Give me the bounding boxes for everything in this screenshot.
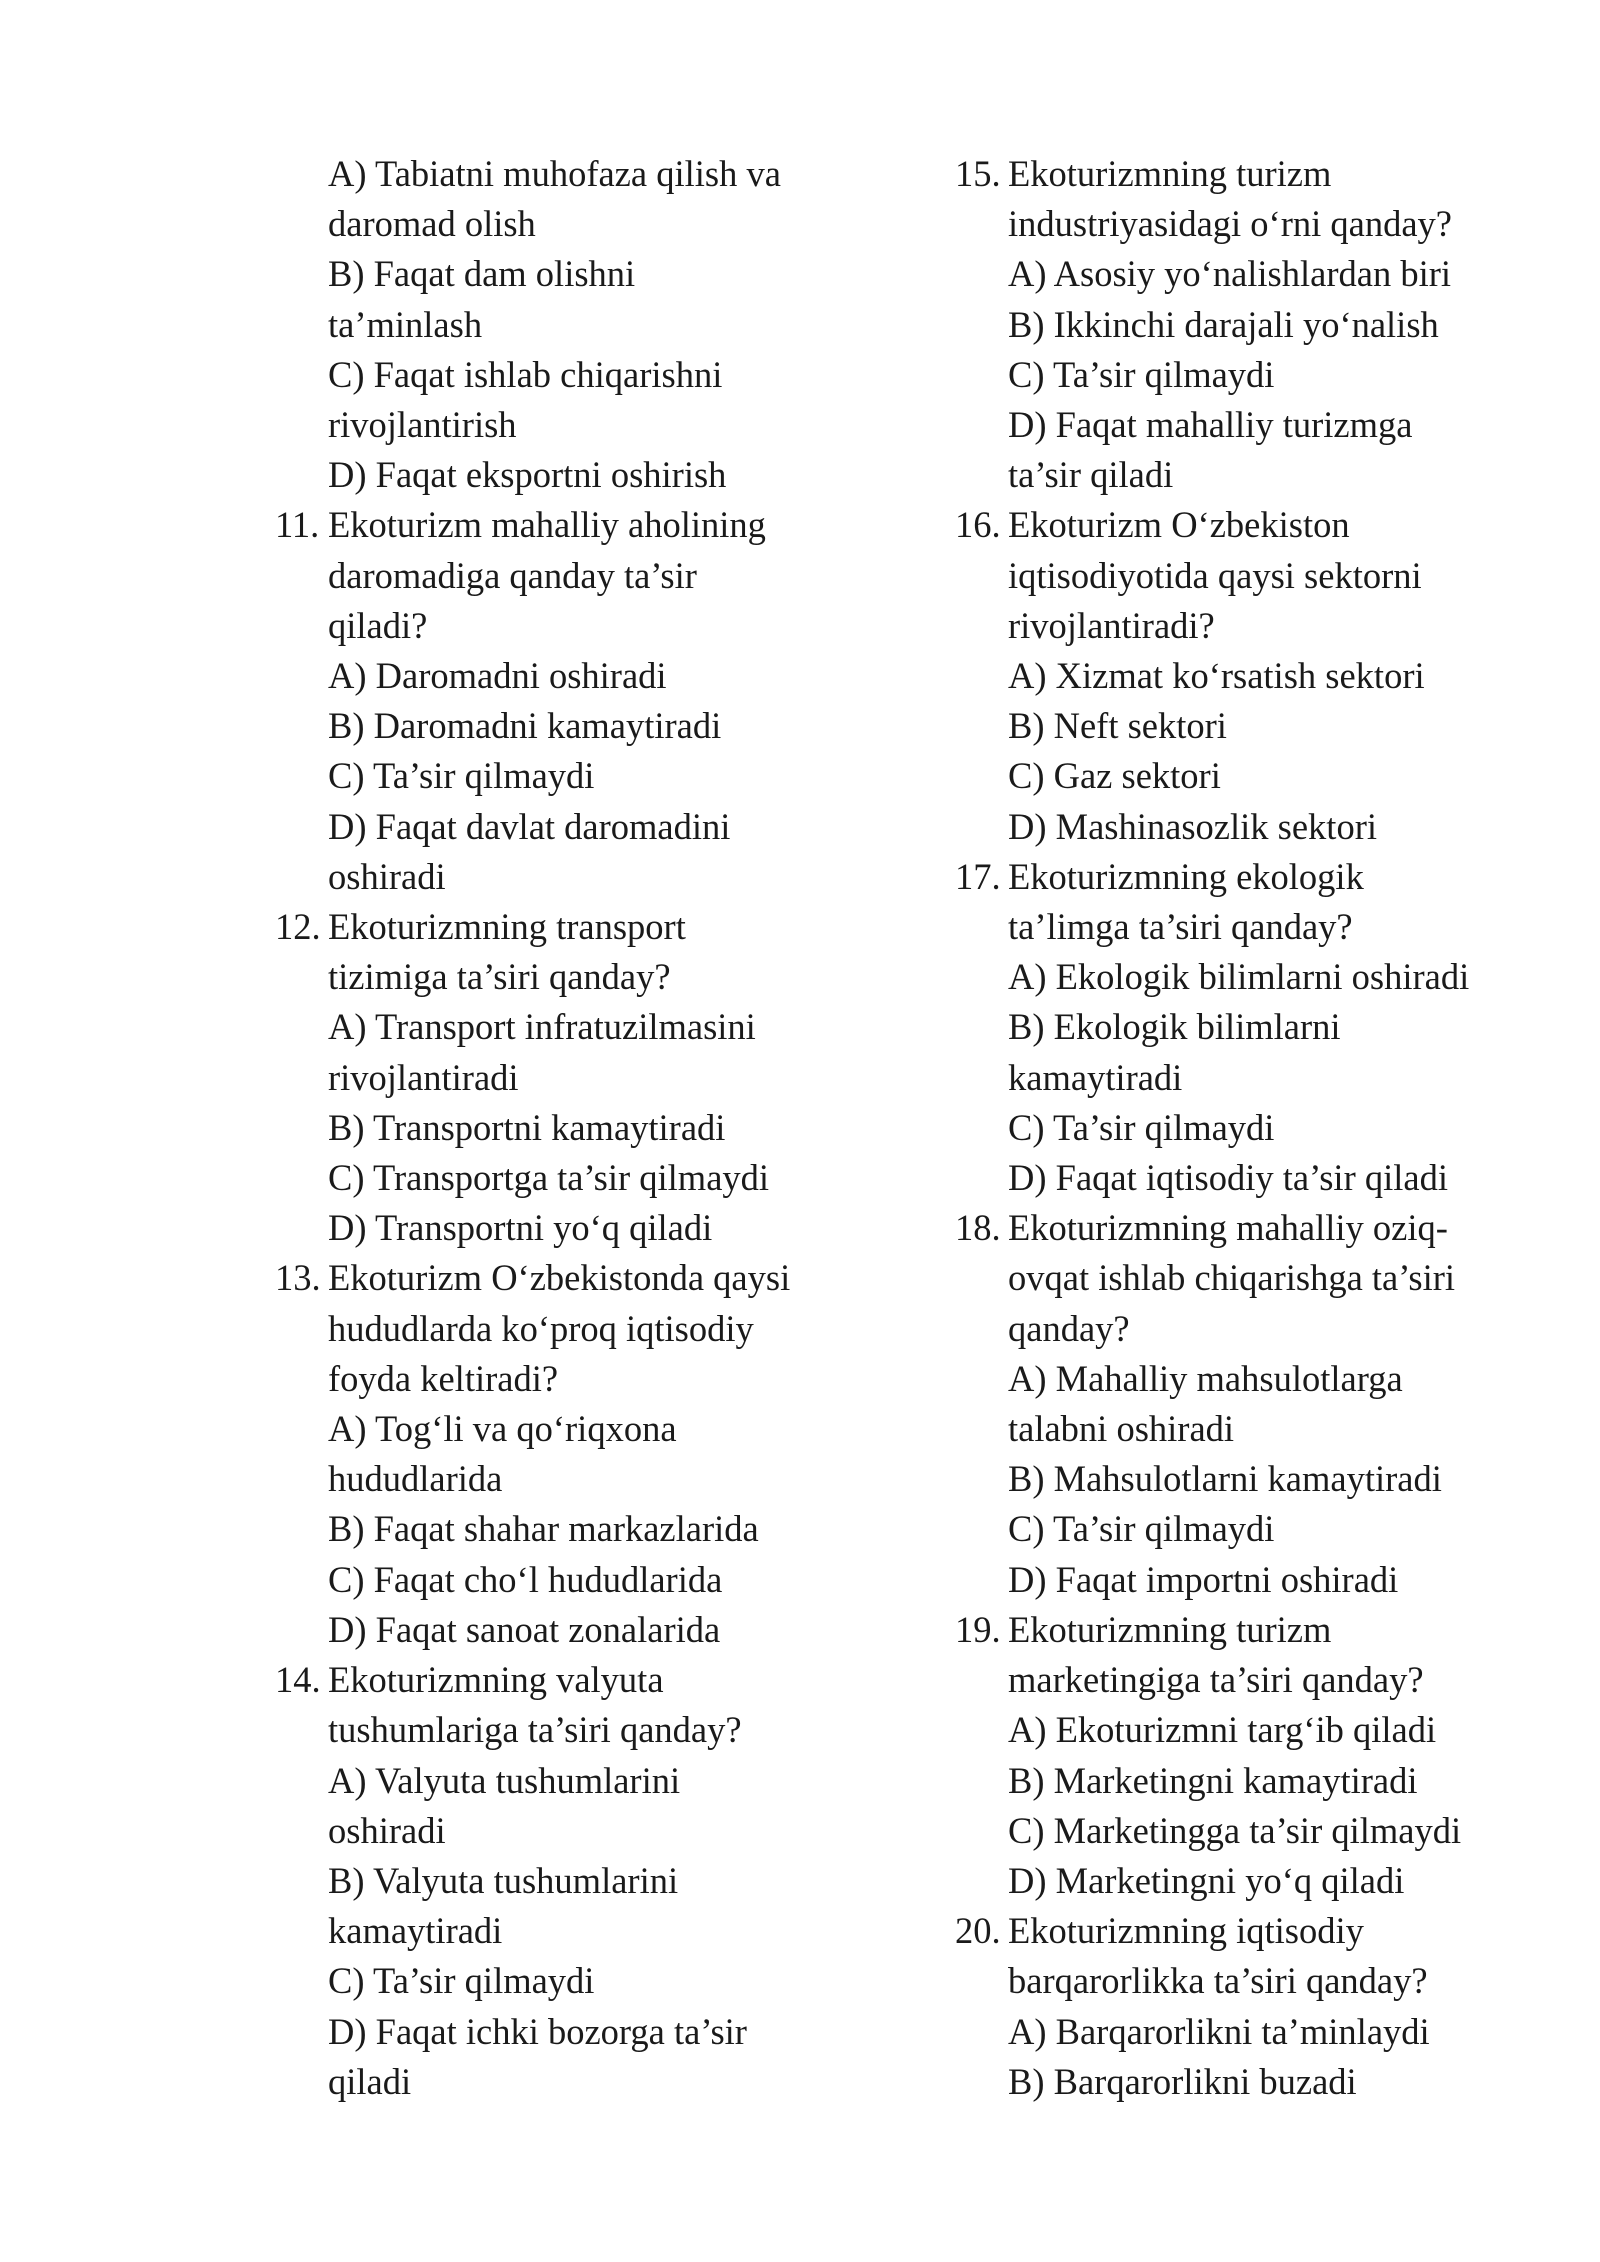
option-line: C) Faqat ishlab chiqarishni <box>328 353 723 395</box>
question-10-option-a <box>275 149 835 249</box>
option-line: ta’sir qiladi <box>1008 454 1174 496</box>
question-stem <box>955 500 1515 651</box>
option-line: oshiradi <box>328 1809 446 1851</box>
question-20 <box>955 1906 1515 2107</box>
option-line: kamaytiradi <box>328 1910 503 1952</box>
question-text-line: Ekoturizmning transport <box>328 906 686 948</box>
option-line: C) Gaz sektori <box>1008 755 1221 797</box>
question-20-option-b <box>955 2057 1515 2107</box>
question-number: 12. <box>275 906 321 948</box>
question-17-option-a <box>955 952 1515 1002</box>
question-text-line: Ekoturizmning valyuta <box>328 1659 664 1701</box>
question-10-option-b <box>275 249 835 349</box>
question-number: 19. <box>955 1608 1001 1650</box>
question-text-line: foyda keltiradi? <box>328 1357 559 1399</box>
option-line: D) Faqat importni oshiradi <box>1008 1558 1399 1600</box>
option-line: D) Faqat davlat daromadini <box>328 805 731 847</box>
question-number: 14. <box>275 1659 321 1701</box>
question-text-line: Ekoturizmning turizm <box>1008 153 1332 194</box>
question-14 <box>275 1655 835 2107</box>
question-10-option-c <box>275 350 835 450</box>
question-14-option-c <box>275 1956 835 2006</box>
option-line: A) Valyuta tushumlarini <box>328 1759 681 1801</box>
question-number: 20. <box>955 1910 1001 1952</box>
question-number: 15. <box>955 153 1001 194</box>
question-11-option-b <box>275 701 835 751</box>
question-12-option-d <box>275 1203 835 1253</box>
question-stem <box>955 1203 1515 1354</box>
option-line: rivojlantiradi <box>328 1056 519 1098</box>
option-line: A) Tog‘li va qo‘riqxona <box>328 1408 677 1450</box>
question-17-option-c <box>955 1103 1515 1153</box>
question-text <box>328 500 835 651</box>
option-line: daromad olish <box>328 203 536 245</box>
question-text <box>328 1253 835 1404</box>
question-text-line: tizimiga ta’siri qanday? <box>328 956 671 998</box>
question-18-option-a <box>955 1354 1515 1454</box>
option-line: B) Ikkinchi darajali yo‘nalish <box>1008 303 1439 345</box>
question-15-option-a <box>955 249 1515 299</box>
option-line: A) Ekologik bilimlarni oshiradi <box>1008 956 1470 998</box>
option-line: D) Faqat mahalliy turizmga <box>1008 404 1413 446</box>
question-12-option-c <box>275 1153 835 1203</box>
question-text <box>328 1655 835 1755</box>
option-line: D) Faqat sanoat zonalarida <box>328 1608 721 1650</box>
question-text-line: Ekoturizmning turizm <box>1008 1608 1332 1650</box>
option-line: C) Ta’sir qilmaydi <box>1008 1106 1275 1148</box>
option-line: A) Xizmat ko‘rsatish sektori <box>1008 655 1425 697</box>
question-text <box>1008 1906 1515 2006</box>
question-13-option-a <box>275 1404 835 1504</box>
question-17 <box>955 852 1515 1203</box>
question-text <box>1008 149 1515 249</box>
question-stem <box>275 500 835 651</box>
question-11 <box>275 500 835 902</box>
option-line: B) Marketingni kamaytiradi <box>1008 1759 1418 1801</box>
option-line: A) Transport infratuzilmasini <box>328 1006 756 1048</box>
question-16-option-c <box>955 751 1515 801</box>
option-line: B) Transportni kamaytiradi <box>328 1106 726 1148</box>
question-text-line: qiladi? <box>328 604 428 646</box>
question-19-option-c <box>955 1806 1515 1856</box>
question-text <box>1008 852 1515 952</box>
question-18-option-d <box>955 1555 1515 1605</box>
question-number: 13. <box>275 1257 321 1299</box>
question-number: 16. <box>955 504 1001 546</box>
question-15-option-b <box>955 300 1515 350</box>
question-14-option-a <box>275 1756 835 1856</box>
question-text-line: Ekoturizm mahalliy aholining <box>328 504 766 546</box>
question-stem <box>955 1605 1515 1705</box>
question-stem <box>275 1253 835 1404</box>
option-line: A) Tabiatni muhofaza qilish va <box>328 153 781 194</box>
question-13-option-c <box>275 1555 835 1605</box>
option-line: oshiradi <box>328 855 446 897</box>
question-16-option-b <box>955 701 1515 751</box>
option-line: D) Faqat ichki bozorga ta’sir <box>328 2010 747 2052</box>
left-column <box>275 149 835 2107</box>
option-line: A) Daromadni oshiradi <box>328 655 667 697</box>
option-line: A) Asosiy yo‘nalishlardan biri <box>1008 253 1452 295</box>
question-text <box>1008 1605 1515 1705</box>
question-text-line: ovqat ishlab chiqarishga ta’siri <box>1008 1257 1456 1299</box>
option-line: qiladi <box>328 2060 412 2102</box>
question-text-line: Ekoturizm O‘zbekistonda qaysi <box>328 1257 791 1299</box>
question-text-line: Ekoturizm O‘zbekiston <box>1008 504 1350 546</box>
question-text-line: tushumlariga ta’siri qanday? <box>328 1709 742 1751</box>
question-15-option-c <box>955 350 1515 400</box>
option-line: D) Faqat eksportni oshirish <box>328 454 727 496</box>
question-19-option-a <box>955 1705 1515 1755</box>
option-line: B) Ekologik bilimlarni <box>1008 1006 1341 1048</box>
question-text-line: qanday? <box>1008 1307 1130 1349</box>
option-line: B) Faqat shahar markazlarida <box>328 1508 759 1550</box>
question-12-option-b <box>275 1103 835 1153</box>
option-line: ta’minlash <box>328 303 483 345</box>
question-11-option-c <box>275 751 835 801</box>
option-line: talabni oshiradi <box>1008 1408 1235 1450</box>
question-number: 11. <box>275 504 320 546</box>
question-stem <box>275 902 835 1002</box>
question-text <box>1008 1203 1515 1354</box>
question-13 <box>275 1253 835 1655</box>
option-line: B) Daromadni kamaytiradi <box>328 705 722 747</box>
question-19 <box>955 1605 1515 1906</box>
question-19-option-b <box>955 1756 1515 1806</box>
question-10-option-d <box>275 450 835 500</box>
option-line: D) Transportni yo‘q qiladi <box>328 1207 713 1249</box>
question-stem <box>275 1655 835 1755</box>
option-line: C) Marketingga ta’sir qilmaydi <box>1008 1809 1462 1851</box>
question-18-option-b <box>955 1454 1515 1504</box>
option-line: B) Neft sektori <box>1008 705 1227 747</box>
option-line: B) Mahsulotlarni kamaytiradi <box>1008 1458 1442 1500</box>
question-number: 18. <box>955 1207 1001 1249</box>
question-17-option-b <box>955 1002 1515 1102</box>
question-stem <box>955 1906 1515 2006</box>
question-11-option-a <box>275 651 835 701</box>
option-line: D) Marketingni yo‘q qiladi <box>1008 1859 1405 1901</box>
question-14-option-d <box>275 2007 835 2107</box>
question-stem <box>955 852 1515 952</box>
option-line: D) Faqat iqtisodiy ta’sir qiladi <box>1008 1157 1448 1199</box>
option-line: B) Valyuta tushumlarini <box>328 1859 679 1901</box>
question-text-line: hududlarda ko‘proq iqtisodiy <box>328 1307 754 1349</box>
question-15 <box>955 149 1515 500</box>
question-15-option-d <box>955 400 1515 500</box>
question-16 <box>955 500 1515 851</box>
option-line: rivojlantirish <box>328 404 517 446</box>
question-16-option-a <box>955 651 1515 701</box>
option-line: A) Ekoturizmni targ‘ib qiladi <box>1008 1709 1437 1751</box>
option-line: C) Ta’sir qilmaydi <box>1008 1508 1275 1550</box>
question-19-option-d <box>955 1856 1515 1906</box>
option-line: C) Ta’sir qilmaydi <box>328 1960 595 2002</box>
question-17-option-d <box>955 1153 1515 1203</box>
question-20-option-a <box>955 2007 1515 2057</box>
option-line: C) Ta’sir qilmaydi <box>328 755 595 797</box>
option-line: A) Mahalliy mahsulotlarga <box>1008 1357 1403 1399</box>
question-11-option-d <box>275 802 835 902</box>
question-18-option-c <box>955 1504 1515 1554</box>
question-text-line: marketingiga ta’siri qanday? <box>1008 1659 1424 1701</box>
question-10-tail-options <box>275 149 835 500</box>
option-line: A) Barqarorlikni ta’minlaydi <box>1008 2010 1430 2052</box>
question-text-line: daromadiga qanday ta’sir <box>328 554 697 596</box>
right-column <box>955 149 1515 2107</box>
question-text-line: iqtisodiyotida qaysi sektorni <box>1008 554 1422 596</box>
question-16-option-d <box>955 802 1515 852</box>
question-14-option-b <box>275 1856 835 1956</box>
question-text <box>1008 500 1515 651</box>
question-12 <box>275 902 835 1253</box>
question-12-option-a <box>275 1002 835 1102</box>
option-line: C) Transportga ta’sir qilmaydi <box>328 1157 770 1199</box>
question-number: 17. <box>955 855 1001 897</box>
question-text-line: Ekoturizmning ekologik <box>1008 855 1364 897</box>
question-text-line: barqarorlikka ta’siri qanday? <box>1008 1960 1428 2002</box>
option-line: D) Mashinasozlik sektori <box>1008 805 1377 847</box>
question-18 <box>955 1203 1515 1605</box>
option-line: hududlarida <box>328 1458 503 1500</box>
question-text-line: rivojlantiradi? <box>1008 604 1215 646</box>
question-text-line: ta’limga ta’siri qanday? <box>1008 906 1353 948</box>
question-stem <box>955 149 1515 249</box>
option-line: B) Faqat dam olishni <box>328 253 636 295</box>
option-line: C) Ta’sir qilmaydi <box>1008 353 1275 395</box>
question-text-line: Ekoturizmning iqtisodiy <box>1008 1910 1364 1952</box>
question-text-line: industriyasidagi o‘rni qanday? <box>1008 203 1452 245</box>
question-text <box>328 902 835 1002</box>
option-line: kamaytiradi <box>1008 1056 1183 1098</box>
option-line: C) Faqat cho‘l hududlarida <box>328 1558 723 1600</box>
option-line: B) Barqarorlikni buzadi <box>1008 2060 1357 2102</box>
question-13-option-b <box>275 1504 835 1554</box>
question-text-line: Ekoturizmning mahalliy oziq- <box>1008 1207 1448 1249</box>
question-13-option-d <box>275 1605 835 1655</box>
